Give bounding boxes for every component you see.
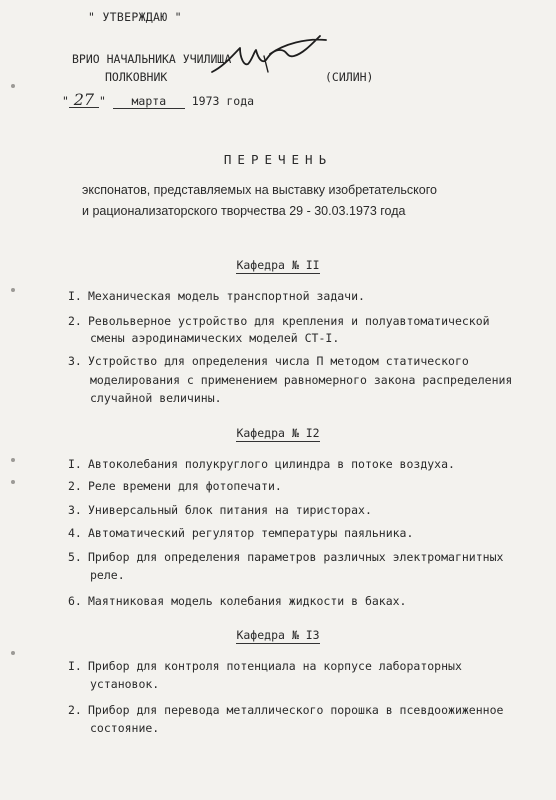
item-text: Прибор для определения параметров различных электромагнитных <box>88 550 504 564</box>
item-text-continued: случайной величины. <box>90 391 222 405</box>
item-number: I. <box>68 659 82 673</box>
item-text-continued: установок. <box>90 677 160 691</box>
list-item <box>68 659 462 673</box>
item-number: I. <box>68 289 82 303</box>
binder-hole <box>11 458 15 462</box>
item-text: Автоматический регулятор температуры паяльника. <box>88 526 414 540</box>
date-close-quote: " <box>98 94 106 108</box>
department-heading-text: Кафедра № I2 <box>236 426 320 440</box>
item-text: Автоколебания полукруглого цилиндра в потоке воздуха. <box>88 457 455 471</box>
approval-heading: " УТВЕРЖДАЮ " <box>88 10 182 24</box>
item-text: Устройство для определения числа П методом статического <box>88 354 469 368</box>
binder-hole <box>11 651 15 655</box>
item-number: 4. <box>68 526 82 540</box>
approval-date <box>62 90 255 109</box>
document-subtitle-line2: и рационализаторского творчества 29 - 30.03.1973 года <box>82 204 406 218</box>
date-month: марта <box>113 95 185 109</box>
list-item <box>68 354 469 368</box>
document-title: ПЕРЕЧЕНЬ <box>223 152 333 167</box>
list-item <box>68 479 282 493</box>
item-number: 2. <box>68 314 82 328</box>
item-text-continued: моделирования с применением равномерного закона распределения <box>90 373 513 387</box>
list-item <box>68 457 455 471</box>
item-text: Реле времени для фотопечати. <box>88 479 282 493</box>
list-item <box>68 289 365 303</box>
date-day: 27 <box>69 93 99 108</box>
list-item <box>68 314 490 328</box>
item-text: Револьверное устройство для крепления и полуавтоматической <box>88 314 490 328</box>
item-number: 3. <box>68 503 82 517</box>
list-item <box>68 550 503 564</box>
binder-hole <box>11 480 15 484</box>
item-text: Прибор для контроля потенциала на корпусе лабораторных <box>88 659 462 673</box>
item-number: 5. <box>68 550 82 564</box>
list-item <box>68 594 407 608</box>
list-item <box>68 703 503 717</box>
list-item <box>68 503 372 517</box>
department-heading <box>0 258 556 272</box>
item-text-continued: реле. <box>90 568 125 582</box>
item-number: 2. <box>68 479 82 493</box>
binder-hole <box>11 84 15 88</box>
item-text: Универсальный блок питания на тиристорах. <box>88 503 372 517</box>
document-subtitle-line1: экспонатов, представляемых на выставку изобретательского <box>82 183 437 197</box>
list-item <box>68 526 413 540</box>
department-heading-text: Кафедра № I3 <box>236 628 320 642</box>
item-number: I. <box>68 457 82 471</box>
department-heading <box>0 628 556 642</box>
date-open-quote: " <box>62 94 69 108</box>
binder-hole <box>11 288 15 292</box>
approval-position: ВРИО НАЧАЛЬНИКА УЧИЛИЩА <box>72 52 232 66</box>
handwritten-signature <box>210 26 330 82</box>
item-text-continued: смены аэродинамических моделей СТ-I. <box>90 331 340 345</box>
item-text-continued: состояние. <box>90 721 160 735</box>
item-number: 2. <box>68 703 82 717</box>
item-text: Маятниковая модель колебания жидкости в баках. <box>88 594 407 608</box>
date-year: 1973 года <box>191 94 255 108</box>
item-number: 3. <box>68 354 82 368</box>
department-heading <box>0 426 556 440</box>
item-text: Прибор для перевода металлического порошка в псевдоожиженное <box>88 703 504 717</box>
approval-rank: ПОЛКОВНИК <box>105 70 168 84</box>
item-number: 6. <box>68 594 82 608</box>
department-heading-text: Кафедра № II <box>236 258 320 272</box>
approval-name: (СИЛИН) <box>325 70 374 84</box>
item-text: Механическая модель транспортной задачи. <box>88 289 365 303</box>
